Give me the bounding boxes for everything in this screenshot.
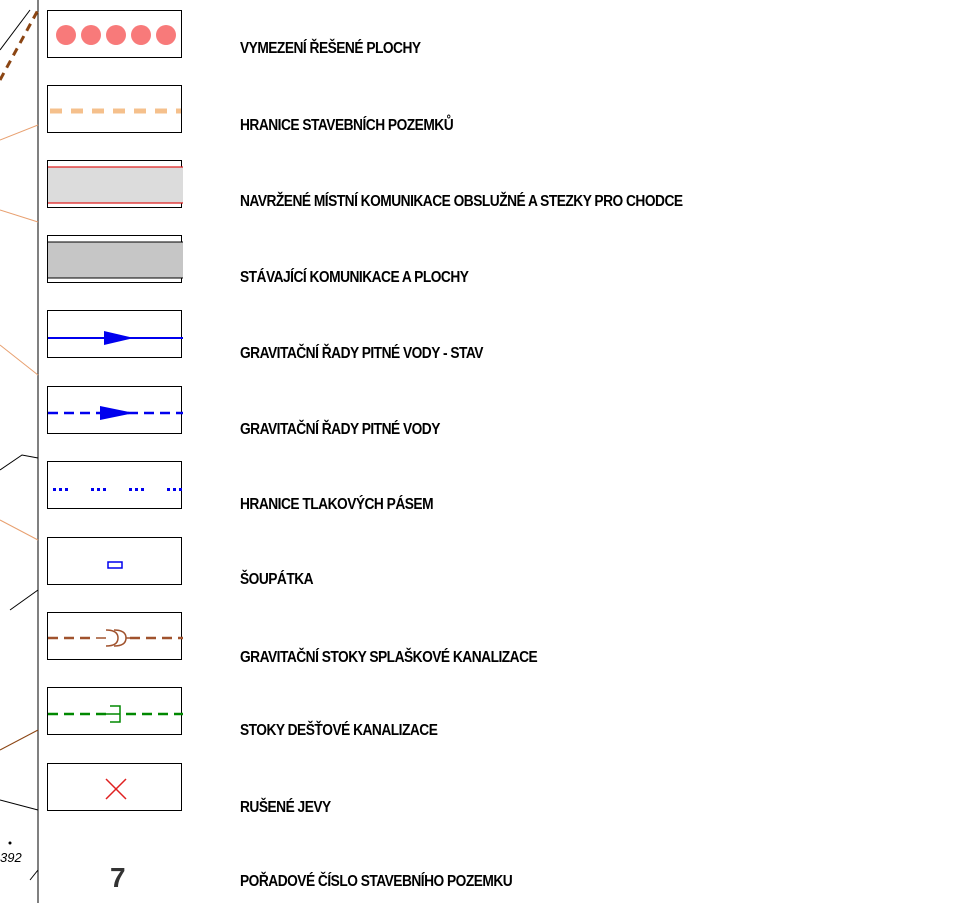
legend-swatch-water-existing	[47, 310, 182, 358]
legend-label-cancelled: RUŠENÉ JEVY	[240, 799, 331, 816]
blue-dotted-line-icon	[48, 462, 183, 510]
blue-dashed-arrow-line-icon	[48, 387, 183, 435]
legend-swatch-water-proposed	[47, 386, 182, 434]
orange-dashed-line-icon	[48, 86, 183, 134]
legend-swatch-valves	[47, 537, 182, 585]
legend-swatch-cancelled	[47, 763, 182, 811]
red-cross-icon	[48, 764, 183, 812]
legend-label-water-existing: GRAVITAČNÍ ŘADY PITNÉ VODY - STAV	[240, 345, 483, 362]
brown-sewer-line-icon	[48, 613, 183, 661]
legend-label-parcel-number: POŘADOVÉ ČÍSLO STAVEBNÍHO POZEMKU	[240, 873, 513, 890]
legend-swatch-parcel-boundary	[47, 85, 182, 133]
proposed-road-icon	[48, 161, 183, 209]
legend-label-valves: ŠOUPÁTKA	[240, 571, 314, 588]
legend-swatch-storm	[47, 687, 182, 735]
legend-label-area-boundary: VYMEZENÍ ŘEŠENÉ PLOCHY	[240, 40, 421, 57]
valve-icon	[48, 538, 183, 586]
legend-swatch-sewer	[47, 612, 182, 660]
legend-label-pressure-zones: HRANICE TLAKOVÝCH PÁSEM	[240, 496, 434, 513]
legend-label-water-proposed: GRAVITAČNÍ ŘADY PITNÉ VODY	[240, 421, 440, 438]
map-fragment	[0, 0, 40, 903]
legend-swatch-area-boundary	[47, 10, 182, 58]
red-dots-icon	[48, 11, 183, 59]
legend-label-sewer: GRAVITAČNÍ STOKY SPLAŠKOVÉ KANALIZACE	[240, 649, 538, 666]
legend-swatch-proposed-roads	[47, 160, 182, 208]
legend-swatch-pressure-zones	[47, 461, 182, 509]
legend-swatch-existing-roads	[47, 235, 182, 283]
parcel-number-example: 7	[110, 862, 126, 893]
legend-label-parcel-boundary: HRANICE STAVEBNÍCH POZEMKŮ	[240, 117, 454, 134]
blue-arrow-line-icon	[48, 311, 183, 359]
legend-label-storm: STOKY DEŠŤOVÉ KANALIZACE	[240, 722, 438, 739]
green-storm-line-icon	[48, 688, 183, 736]
legend-label-existing-roads: STÁVAJÍCÍ KOMUNIKACE A PLOCHY	[240, 269, 469, 286]
existing-road-icon	[48, 236, 183, 284]
legend-label-proposed-roads: NAVRŽENÉ MÍSTNÍ KOMUNIKACE OBSLUŽNÉ A STEZKY PRO CHODCE	[240, 193, 683, 210]
map-parcel-number: 392	[0, 850, 22, 865]
